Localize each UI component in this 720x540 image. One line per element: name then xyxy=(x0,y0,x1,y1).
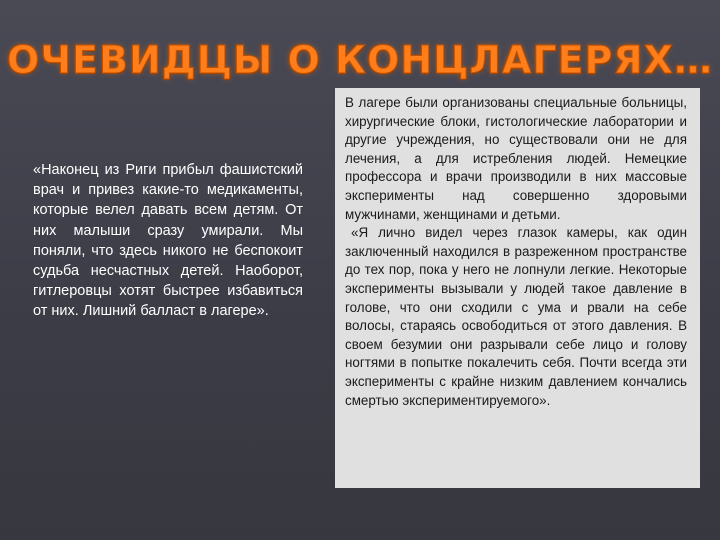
left-quote-text: «Наконец из Риги прибыл фашистский врач и привез какие-то медикаменты, которые велел давать всем детям. От них малыши сразу умирали. Мы поняли, что здесь никого не беспокоит судьба несчастных детей. Наоборот, гитлеровцы хотят быстрее избавиться от них. Лишний балласт в лагере». xyxy=(33,162,303,320)
slide-title: ОЧЕВИДЦЫ О КОНЦЛАГЕРЯХ… xyxy=(7,38,713,82)
right-paragraph-2: «Я лично видел через глазок камеры, как один заключенный находился в разреженном пространстве до тех пор, пока у него не лопнули легкие. Некоторые эксперименты вызывали у людей такое давление в голове, что они сходили с ума и рвали на себе волосы, стараясь освободиться от этого давления. В своем безумии они разрывали себе лицо и голову ногтями в попытке покалечить себя. Почти всегда эти эксперименты с крайне низким давлением кончались смертью экспериментируемого». xyxy=(345,225,687,408)
right-paragraph-1: В лагере были организованы специальные больницы, хирургические блоки, гистологические лаборатории и другие учреждения, но существовали они не для лечения, а для истребления людей. Немецкие профессора и врачи производили в них массовые эксперименты над совершенно здоровыми мужчинами, женщинами и детьми. xyxy=(345,95,687,222)
right-text-panel xyxy=(335,88,700,488)
